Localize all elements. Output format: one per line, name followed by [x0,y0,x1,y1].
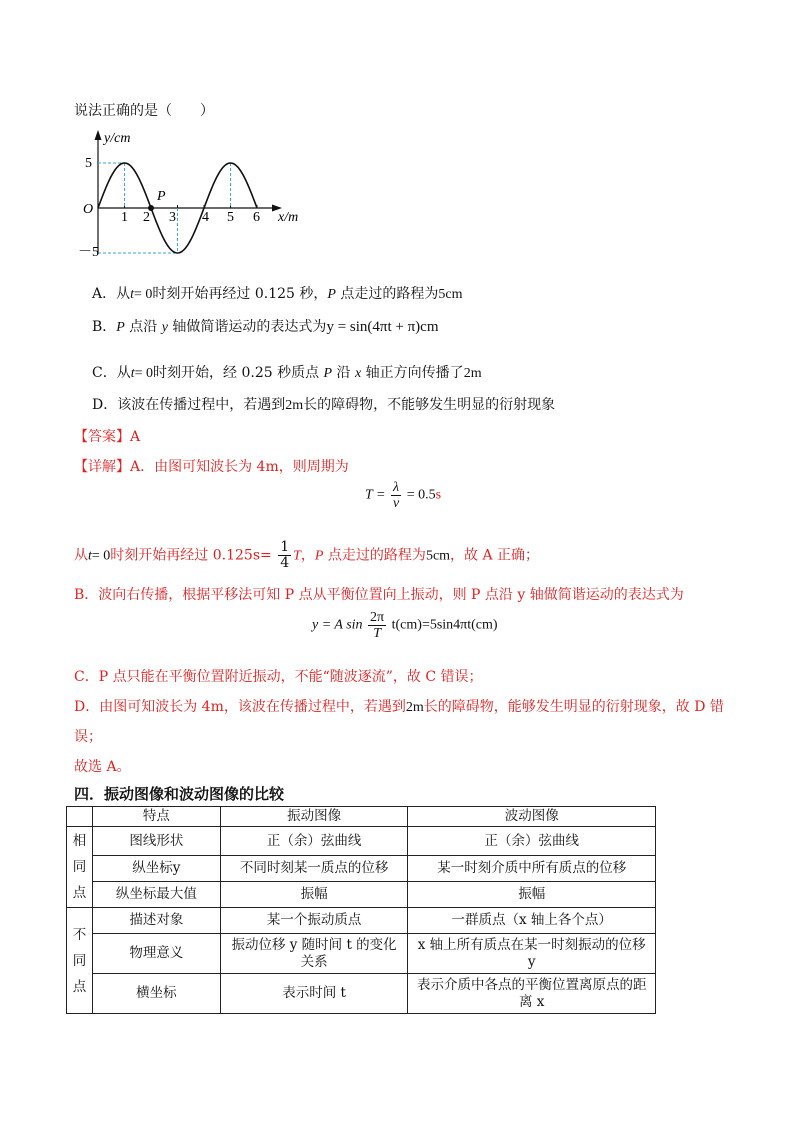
table-row [67,934,656,974]
table-header-cell: 特点 [92,807,220,827]
table-cell: 表示时间 t [220,974,408,1014]
table-cell: 振幅 [220,882,408,908]
table-row [67,856,656,882]
table-header-cell: 振动图像 [220,807,408,827]
wave-graph [78,124,318,274]
table-row [67,882,656,908]
table-cell: 振幅 [408,882,656,908]
table-cell: x 轴上所有质点在某一时刻振动的位移 y [408,934,656,974]
x-axis-label: x/m [278,210,299,225]
table-cell: 描述对象 [92,908,220,934]
detail-line-6: 误； [74,729,102,745]
table-cell: 一群质点（x 轴上各个点） [408,908,656,934]
y-axis-arrow [95,130,102,140]
table-cell: 纵坐标最大值 [92,882,220,908]
table-cell: 横坐标 [92,974,220,1014]
table-cell: 正（余）弦曲线 [220,827,408,856]
table-cell: 不同时刻某一质点的位移 [220,856,408,882]
x-tick-3: 3 [169,210,176,225]
table-header-cell: 波动图像 [408,807,656,827]
question-stem: 说法正确的是（ ） [74,103,214,119]
section-title: 四．振动图像和波动图像的比较 [74,785,285,803]
table-cell: 正（余）弦曲线 [408,827,656,856]
detail-line-7: 故选 A。 [74,759,131,775]
shm-formula: y = A sin $\frac{2\pi}{T}$ t(cm)=5sin4πt(cm) [312,610,498,641]
option-a: A．从t= 0时刻开始再经过 0.125 秒，P 点走过的路程为5cm [92,286,463,302]
option-c: C．从t= 0时刻开始，经 0.25 秒质点 P 沿 x 轴正方向传播了2m [92,365,482,381]
answer-line: 【答案】A [74,429,141,445]
table-row [67,908,656,934]
table-header-row [67,807,656,827]
table-cell: 物理意义 [92,934,220,974]
x-tick-1: 1 [121,210,128,225]
option-b: B．P 点沿 y 轴做简谐运动的表达式为y = sin(4πt + π)cm [92,319,439,335]
detail-line-3: B．波向右传播，根据平移法可知 P 点从平衡位置向上振动，则 P 点沿 y 轴做简谐运动的表达式为 [74,587,684,603]
y-tick-neg5: －5 [78,245,99,260]
x-tick-2: 2 [143,210,150,225]
y-tick-5: 5 [85,156,92,171]
detail-line-2: 从t= 0时刻开始再经过 0.125s= $\frac{1}{4}$ T，P 点走过的路程为5cm，故 A 正确； [74,539,540,571]
group-label-same: 相 同 点 [67,827,93,908]
origin-label: O [83,202,94,217]
comparison-table [66,806,656,1014]
table-cell: 表示介质中各点的平衡位置离原点的距离 x [408,974,656,1014]
detail-line-5: D．由图可知波长为 4m，该波在传播过程中，若遇到2m长的障碍物，能够发生明显的衍射现象，故 D 错 [74,699,724,715]
group-label-diff: 不 同 点 [67,908,93,1014]
table-cell: 纵坐标y [92,856,220,882]
x-tick-4: 4 [202,210,209,225]
table-row [67,974,656,1014]
table-corner-cell [67,807,93,827]
table-row [67,827,656,856]
table-cell: 图线形状 [92,827,220,856]
period-formula: T = $\frac{\lambda}{v}$ = 0.5s [365,480,442,511]
detail-line-1: 【详解】A．由图可知波长为 4m，则周期为 [74,459,349,475]
table-cell: 某一时刻介质中所有质点的位移 [408,856,656,882]
table-cell: 某一个振动质点 [220,908,408,934]
x-tick-5: 5 [227,210,234,225]
x-tick-6: 6 [253,210,260,225]
option-d: D．该波在传播过程中，若遇到2m长的障碍物，不能够发生明显的衍射现象 [92,397,556,413]
table-cell: 振动位移 y 随时间 t 的变化关系 [220,934,408,974]
y-axis-label: y/cm [104,131,131,146]
point-p-label: P [157,189,166,204]
detail-line-4: C．P 点只能在平衡位置附近振动，不能“随波逐流”，故 C 错误； [74,669,483,685]
